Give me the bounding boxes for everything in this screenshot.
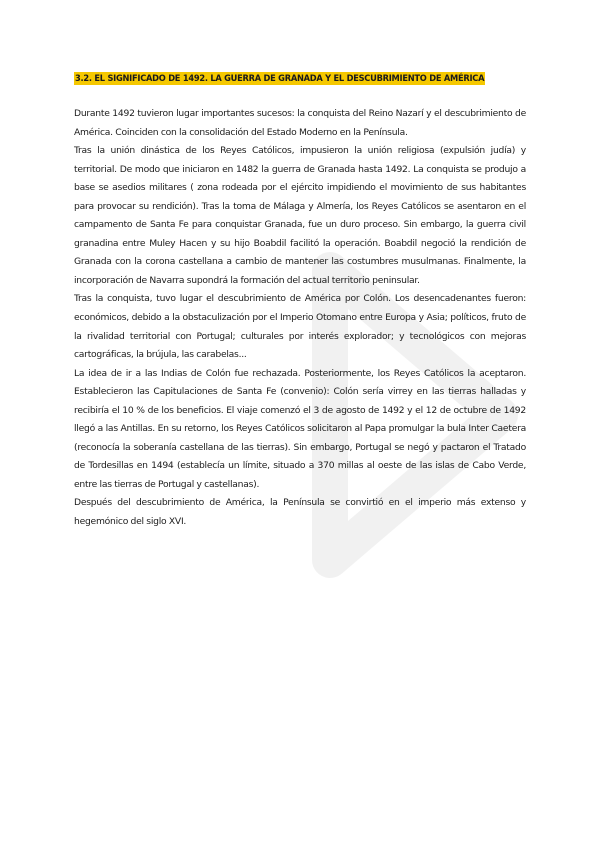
document-body — [74, 105, 526, 532]
paragraph-conclusion: Después del descubrimiento de América, la Península se convirtió en el imperio más extenso y hegemónico del siglo XVI. — [74, 497, 526, 528]
section-heading: 3.2. EL SIGNIFICADO DE 1492. LA GUERRA DE GRANADA Y EL DESCUBRIMIENTO DE AMÉRICA — [75, 73, 485, 84]
paragraph-discovery-causes: Tras la conquista, tuvo lugar el descubrimiento de América por Colón. Los desencadenantes fueron: económicos, debido a la obstaculización por el Imperio Otomano entre Europa y Asia; políticos, fruto de la rivalidad territorial con Portugal; culturales por interés explorador; y tecnológicos con mejoras cartográficas, la brújula, las carabelas... — [74, 293, 526, 361]
paragraph-intro: Durante 1492 tuvieron lugar importantes sucesos: la conquista del Reino Nazarí y el descubrimiento de América. Coinciden con la consolidación del Estado Moderno en la Península. — [74, 108, 526, 138]
paragraph-columbus-voyage: La idea de ir a las Indias de Colón fue rechazada. Posteriormente, los Reyes Católicos la aceptaron. Establecieron las Capitulaciones de Santa Fe (convenio): Colón sería virrey en las tierras halladas y recibiría el 10 % de los beneficios. El viaje comenzó el 3 de agosto de 1492 y el 12 de octubre de 1492 llegó a las Antillas. En su retorno, los Reyes Católicos solicitaron al Papa promulgar la bula Inter Caetera (reconocía la soberanía castellana de las tierras). Sin embargo, Portugal se negó y pactaron el Tratado de Tordesillas en 1494 (establecía un límite, situado a 370 millas al oeste de las islas de Cabo Verde, entre las tierras de Portugal y castellanas). — [74, 367, 526, 490]
paragraph-granada-war: Tras la unión dinástica de los Reyes Católicos, impusieron la unión religiosa (expulsión judía) y territorial. De modo que iniciaron en 1482 la guerra de Granada hasta 1492. La conquista se produjo a base se asedios militares ( zona rodeada por el ejército impidiendo el movimiento de sus habitantes para provocar su rendición). Tras la toma de Málaga y Almería, los Reyes Católicos se asentaron en el campamento de Santa Fe para conquistar Granada, fue un duro proceso. Sin embargo, la guerra civil granadina entre Muley Hacen y su hijo Boabdil facilitó la operación. Boabdil negoció la rendición de Granada con la corona castellana a cambio de mantener las costumbres musulmanas. Finalmente, la incorporación de Navarra supondrá la formación del actual territorio peninsular. — [74, 145, 526, 286]
